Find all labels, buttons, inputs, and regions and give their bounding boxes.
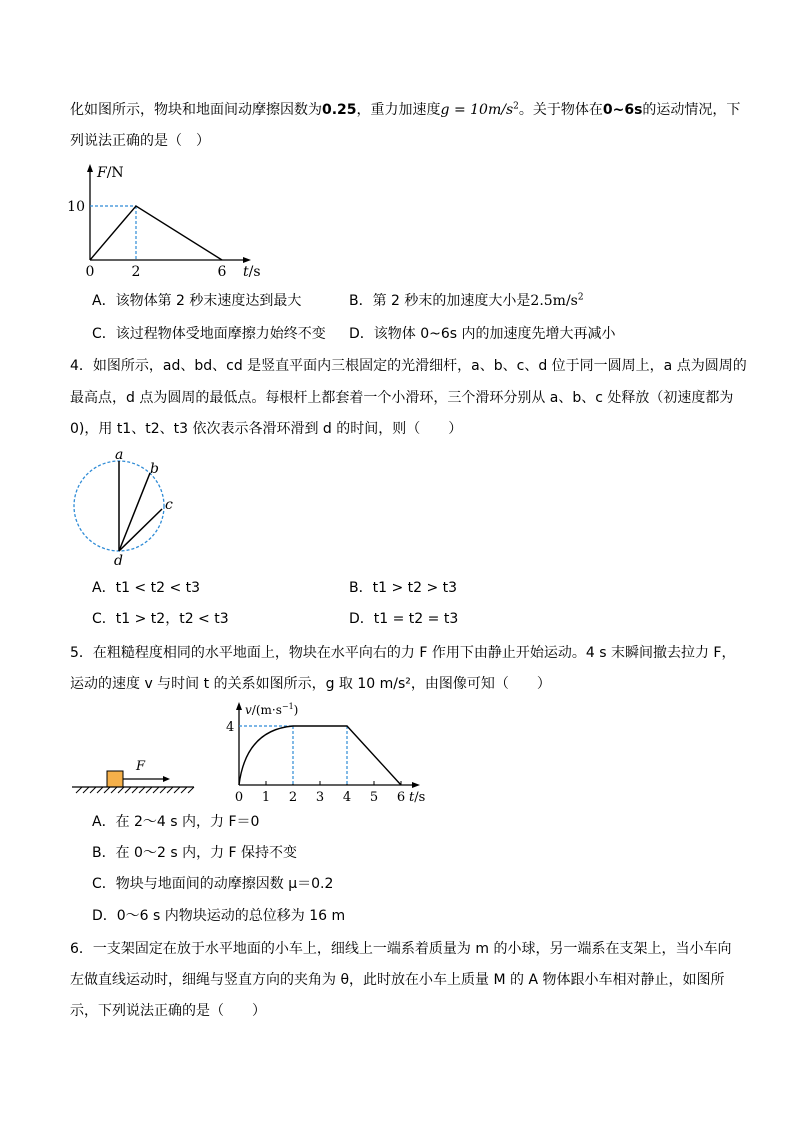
q3-y-arrow: [87, 164, 93, 172]
force-arrowhead: [163, 776, 170, 782]
q5-stem-line2: 运动的速度 v 与时间 t 的关系如图所示，g 取 10 m/s²，由图像可知（ ）: [70, 676, 551, 692]
q5-option-d[interactable]: D．0～6 s 内物块运动的总位移为 16 m: [92, 908, 346, 924]
label-c: c: [165, 497, 173, 513]
q6-stem-line2: 左做直线运动时，细绳与竖直方向的夹角为 θ，此时放在小车上质量 M 的 A 物体跟小车相对静止，如图所: [70, 972, 725, 988]
q4-option-a[interactable]: A．t1 < t2 < t3: [92, 580, 201, 596]
q6-stem-line1: 6．一支架固定在放于水平地面的小车上，细线上一端系着质量为 m 的小球，另一端系在支架上，当小车向: [70, 941, 732, 957]
q3-xtick-0: 0: [85, 264, 95, 280]
q5-xtick-0: 0: [234, 790, 244, 805]
q3-option-a[interactable]: A．该物体第 2 秒末速度达到最大: [92, 293, 302, 309]
q5-stem-line1: 5．在粗糙程度相同的水平地面上，物块在水平向右的力 F 作用下由静止开始运动。4 s 末瞬间撤去拉力 F，: [70, 645, 736, 661]
q5-xtick-1: 1: [261, 790, 271, 805]
q5-xtick-5: 5: [369, 790, 379, 805]
q3-option-b[interactable]: B．第 2 秒末的加速度大小是$2.5m/s^2$: [349, 292, 584, 309]
q3-stem-line1: 化如图所示，物块和地面间动摩擦因数为0.25，重力加速度$g = 10m/s^2$。关于物体在0~6s的运动情况，下: [70, 101, 741, 118]
q3-xlabel: t/s: [243, 264, 261, 280]
q3-option-c[interactable]: C．该过程物体受地面摩擦力始终不变: [92, 326, 326, 342]
q3-stem-line2: 列说法正确的是（ ）: [70, 133, 210, 149]
q3-force-line: [90, 206, 222, 260]
label-a: a: [115, 447, 124, 463]
q5-option-c[interactable]: C．物块与地面间的动摩擦因数 μ＝0.2: [92, 876, 334, 892]
force-label: F: [136, 759, 146, 774]
q4-circle-diagram: [70, 446, 185, 571]
q5-x-arrow: [412, 782, 420, 788]
q5-xtick-2: 2: [288, 790, 298, 805]
q4-stem-line3: 0)，用 t1、t2、t3 依次表示各滑环滑到 d 的时间，则（ ）: [70, 421, 463, 437]
q3-x-arrow: [243, 257, 251, 263]
q5-xtick-6: 6: [396, 790, 406, 805]
q3-ytick-10: 10: [67, 199, 85, 215]
q5-ylabel: $v/(m\cdot s^{-1})$: [245, 702, 299, 717]
rod-bd: [119, 473, 150, 551]
q5-velocity-curve: [239, 726, 401, 785]
q3-ylabel: F/N: [97, 165, 124, 181]
q5-xlabel: t/s: [409, 790, 426, 805]
q4-option-d[interactable]: D．t1 = t2 = t3: [349, 611, 459, 627]
block: [107, 771, 123, 787]
q3-force-time-graph: [67, 160, 275, 280]
q5-xtick-3: 3: [315, 790, 325, 805]
q6-stem-line3: 示，下列说法正确的是（ ）: [70, 1003, 266, 1019]
rod-cd: [119, 509, 162, 551]
q5-velocity-time-graph: [222, 700, 432, 808]
q3-option-d[interactable]: D．该物体 0~6s 内的加速度先增大再减小: [349, 326, 616, 342]
q4-stem-line2: 最高点，d 点为圆周的最低点。每根杆上都套着一个小滑环，三个滑环分别从 a、b、c 处释放（初速度都为: [70, 390, 734, 406]
q4-option-b[interactable]: B．t1 > t2 > t3: [349, 580, 458, 596]
q3-xtick-2: 2: [131, 264, 141, 280]
q4-option-c[interactable]: C．t1 > t2，t2 < t3: [92, 611, 229, 627]
label-d: d: [114, 553, 123, 569]
label-b: b: [150, 461, 159, 477]
q4-stem-line1: 4．如图所示，ad、bd、cd 是竖直平面内三根固定的光滑细杆，a、b、c、d 位于同一圆周上，a 点为圆周的: [70, 358, 747, 374]
ground-hatch: [76, 787, 194, 793]
q5-block-diagram: [70, 755, 200, 800]
q5-option-b[interactable]: B．在 0～2 s 内，力 F 保持不变: [92, 845, 298, 861]
q5-option-a[interactable]: A．在 2～4 s 内，力 F＝0: [92, 814, 260, 830]
q5-xtick-4: 4: [342, 790, 352, 805]
q3-xtick-6: 6: [217, 264, 227, 280]
q5-ytick-4: 4: [226, 720, 235, 735]
q5-y-arrow: [236, 702, 242, 710]
